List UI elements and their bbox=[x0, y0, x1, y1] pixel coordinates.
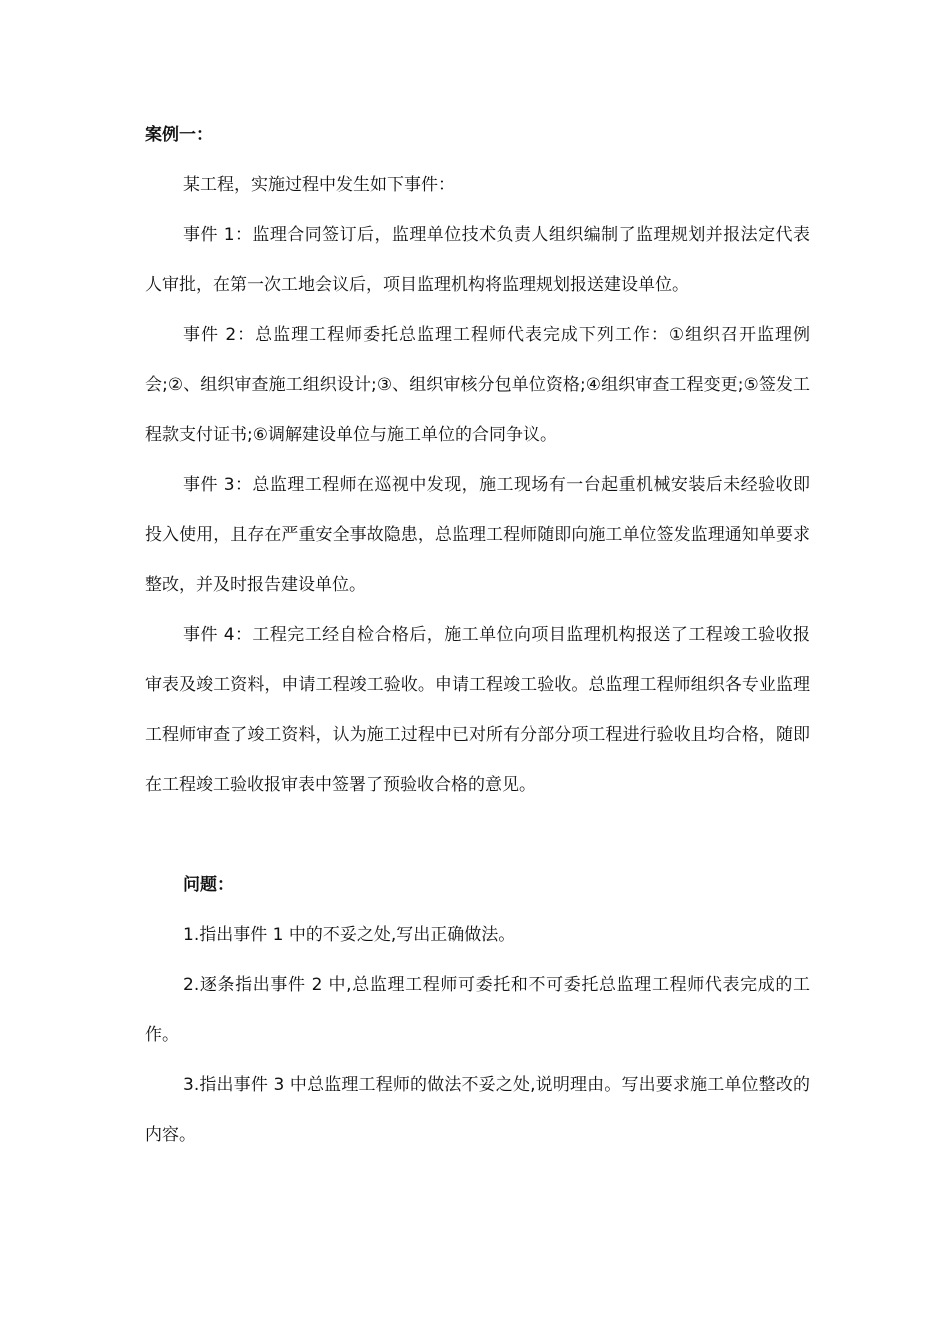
question-3: 3.指出事件 3 中总监理工程师的做法不妥之处,说明理由。写出要求施工单位整改的内容。 bbox=[145, 1075, 810, 1145]
section-gap bbox=[145, 810, 810, 860]
question-1: 1.指出事件 1 中的不妥之处,写出正确做法。 bbox=[183, 925, 516, 945]
case-title: 案例一： bbox=[145, 125, 213, 145]
questions-title: 问题： bbox=[183, 875, 234, 895]
document-body bbox=[145, 110, 810, 1160]
case-intro: 某工程，实施过程中发生如下事件： bbox=[183, 175, 455, 195]
event-3: 事件 3：总监理工程师在巡视中发现，施工现场有一台起重机械安装后未经验收即投入使用，且存在严重安全事故隐患，总监理工程师随即向施工单位签发监理通知单要求整改，并及时报告建设单位。 bbox=[145, 475, 810, 595]
event-4: 事件 4：工程完工经自检合格后，施工单位向项目监理机构报送了工程竣工验收报审表及竣工资料，申请工程竣工验收。申请工程竣工验收。总监理工程师组织各专业监理工程师审查了竣工资料，认为施工过程中已对所有分部分项工程进行验收且均合格，随即在工程竣工验收报审表中签署了预验收合格的意见。 bbox=[145, 625, 810, 795]
event-1: 事件 1：监理合同签订后，监理单位技术负责人组织编制了监理规划并报法定代表人审批，在第一次工地会议后，项目监理机构将监理规划报送建设单位。 bbox=[145, 225, 810, 295]
question-2: 2.逐条指出事件 2 中,总监理工程师可委托和不可委托总监理工程师代表完成的工作。 bbox=[145, 975, 810, 1045]
event-2: 事件 2：总监理工程师委托总监理工程师代表完成下列工作：①组织召开监理例会;②、组织审查施工组织设计;③、组织审核分包单位资格;④组织审查工程变更;⑤签发工程款支付证书;⑥调解建设单位与施工单位的合同争议。 bbox=[145, 325, 810, 445]
